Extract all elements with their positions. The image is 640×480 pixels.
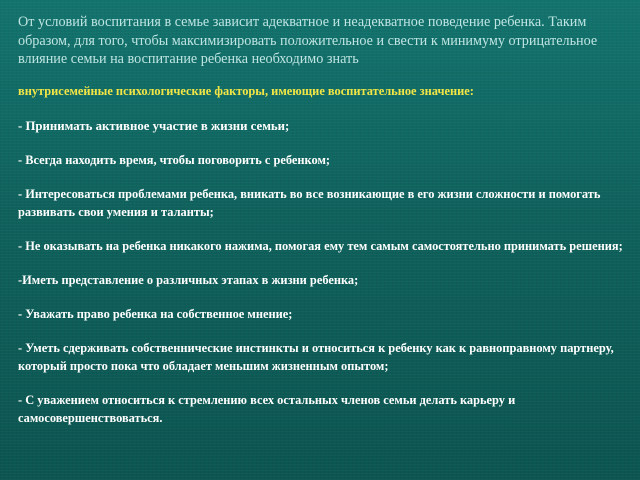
factor-item: - Уважать право ребенка на собственное мнение; — [18, 307, 293, 321]
factor-item: - Интересоваться проблемами ребенка, вникать во все возникающие в его жизни сложности и помогать развивать свои умения и таланты; — [18, 187, 601, 219]
factor-item: - Уметь сдерживать собственнические инстинкты и относиться к ребенку как к равноправному партнеру, который просто пока что обладает меньшим жизненным опытом; — [18, 341, 614, 373]
factor-item: -Иметь представление о различных этапах в жизни ребенка; — [18, 273, 359, 287]
factor-item: - Всегда находить время, чтобы поговорить с ребенком; — [18, 153, 331, 167]
factors-subtitle: внутрисемейные психологические факторы, имеющие воспитательное значение: — [18, 84, 474, 98]
factor-item: - Принимать активное участие в жизни семьи; — [18, 119, 290, 133]
factors-list — [18, 117, 632, 443]
intro-paragraph: От условий воспитания в семье зависит адекватное и неадекватное поведение ребенка. Таким образом, для того, чтобы максимизировать положительное и свести к минимуму отрицательное влияние семьи на воспитание ребенка необходимо знать — [18, 14, 598, 67]
factor-item: - С уважением относиться к стремлению всех остальных членов семьи делать карьеру и самосовершенствоваться. — [18, 393, 516, 425]
factor-item: - Не оказывать на ребенка никакого нажима, помогая ему тем самым самостоятельно принимать решения; — [18, 239, 623, 253]
